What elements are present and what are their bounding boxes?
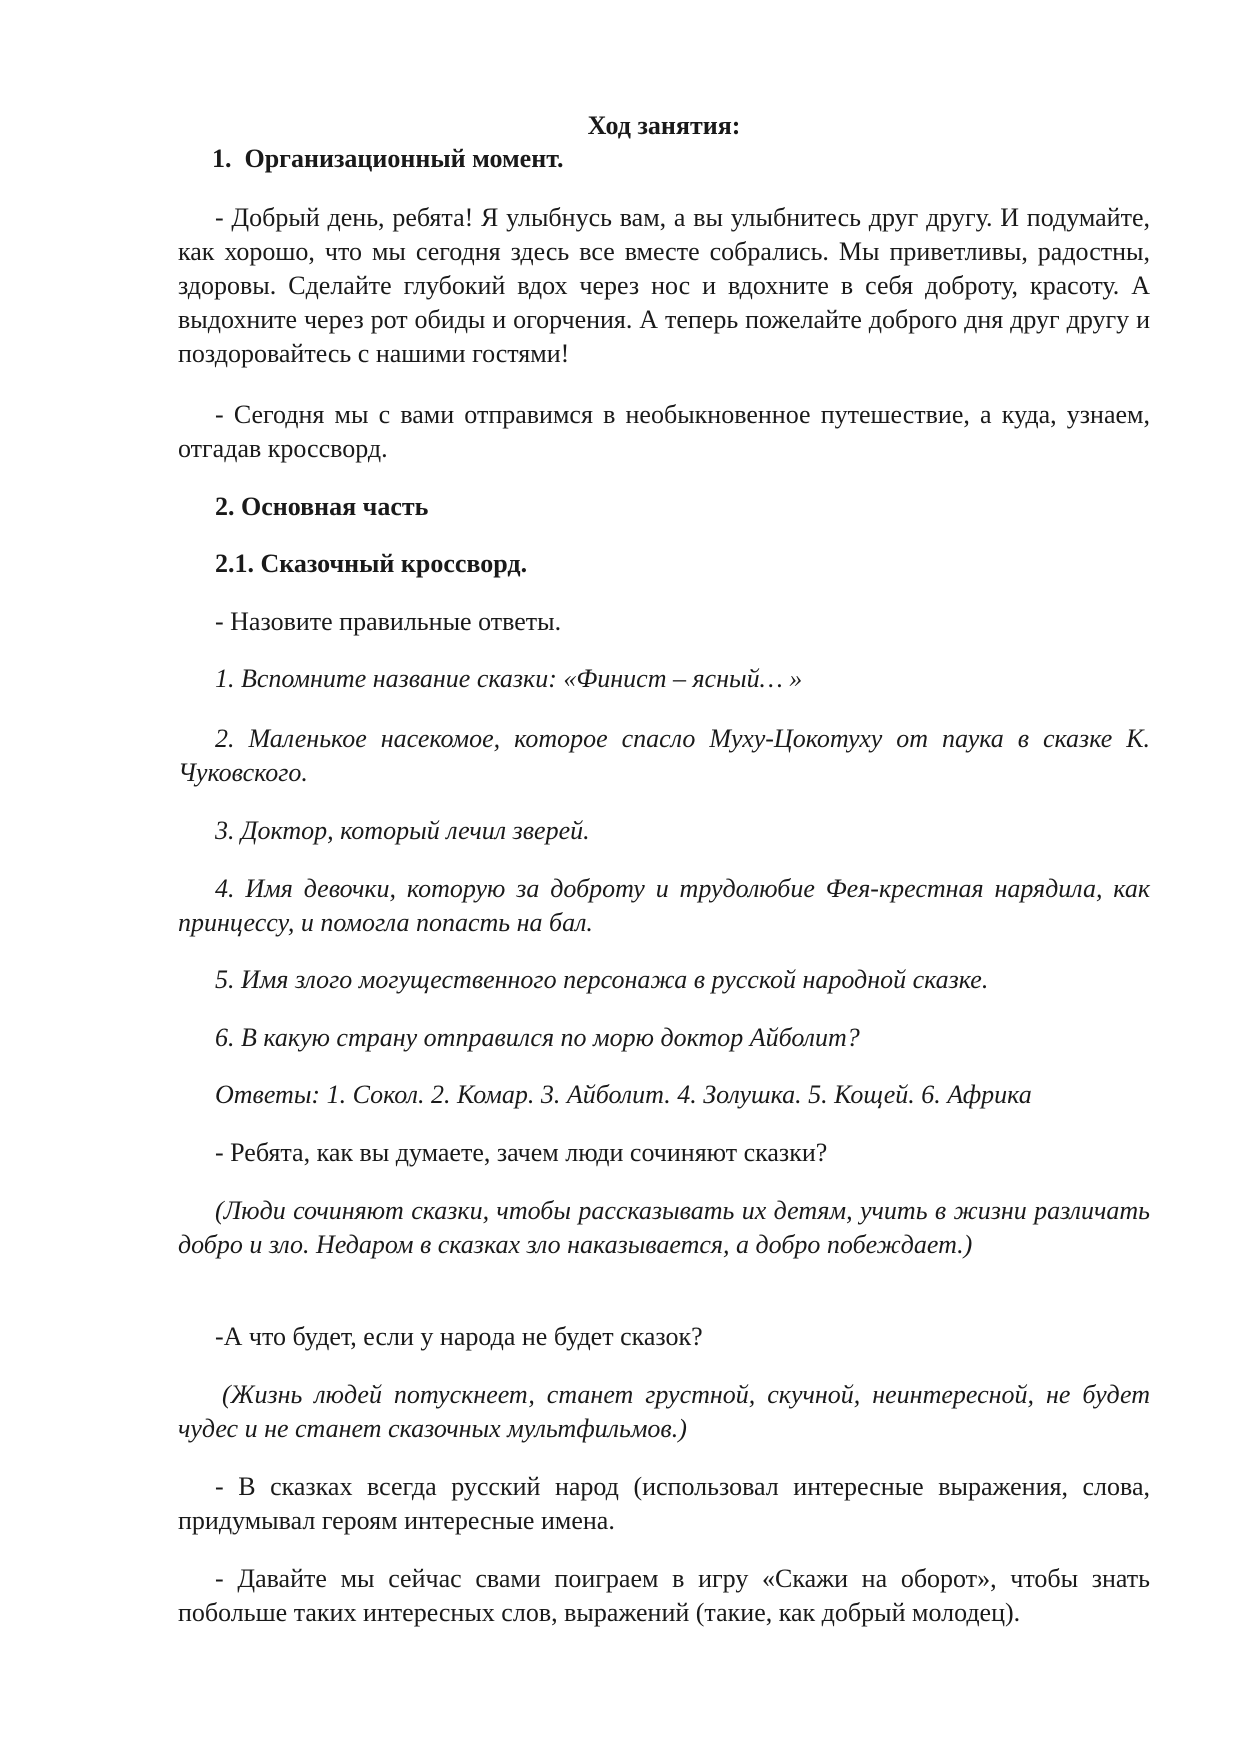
question-6: 6. В какую страну отправился по морю доктор Айболит? [215, 1023, 860, 1052]
paragraph-expressions: - В сказках всегда русский народ (использовал интересные выражения, слова, придумывал героям интересные имена. [178, 1472, 1150, 1535]
answers-line: Ответы: 1. Сокол. 2. Комар. 3. Айболит. 4. Золушка. 5. Кощей. 6. Африка [215, 1080, 1032, 1109]
paragraph-answers-prompt: - Назовите правильные ответы. [215, 607, 562, 636]
question-5: 5. Имя злого могущественного персонажа в русской народной сказке. [215, 965, 989, 994]
question-2: 2. Маленькое насекомое, которое спасло Муху-Цокотуху от паука в сказке К. Чуковского. [178, 724, 1150, 787]
paragraph-journey: - Сегодня мы с вами отправимся в необыкновенное путешествие, а куда, узнаем, отгадав кроссворд. [178, 400, 1150, 463]
paragraph-why-tales-answer: (Люди сочиняют сказки, чтобы рассказывать их детям, учить в жизни различать добро и зло. Недаром в сказках зло наказывается, а добро побеждает.) [178, 1196, 1150, 1259]
paragraph-why-tales: - Ребята, как вы думаете, зачем люди сочиняют сказки? [215, 1138, 828, 1167]
question-1: 1. Вспомните название сказки: «Финист – ясный… » [215, 664, 803, 693]
section-2-1-heading: 2.1. Сказочный кроссворд. [215, 549, 528, 578]
section-1-number: 1. [212, 144, 232, 173]
question-3: 3. Доктор, который лечил зверей. [215, 816, 590, 845]
paragraph-game: - Давайте мы сейчас свами поиграем в игру «Скажи на оборот», чтобы знать побольше таких интересных слов, выражений (такие, как добрый молодец). [178, 1564, 1150, 1627]
paragraph-greeting: - Добрый день, ребята! Я улыбнусь вам, а вы улыбнитесь друг другу. И подумайте, как хорошо, что мы сегодня здесь все вместе собрались. Мы приветливы, радостны, здоровы. Сделайте глубокий вдох через нос и вдохните в себя доброту, красоту. А выдохните через рот обиды и огорчения. А теперь пожелайте доброго дня друг другу и поздоровайтесь с нашими гостями! [178, 203, 1150, 368]
paragraph-no-tales-answer: (Жизнь людей потускнеет, станет грустной, скучной, неинтересной, не будет чудес и не станет сказочных мультфильмов.) [178, 1380, 1150, 1443]
section-1-title: Организационный момент. [244, 144, 564, 173]
section-1-heading [212, 142, 1112, 176]
question-4: 4. Имя девочки, которую за доброту и трудолюбие Фея-крестная нарядила, как принцессу, и помогла попасть на бал. [178, 874, 1150, 937]
paragraph-no-tales: -А что будет, если у народа не будет сказок? [215, 1322, 703, 1351]
page-title: Ход занятия: [587, 111, 741, 140]
section-2-heading: 2. Основная часть [215, 492, 429, 521]
